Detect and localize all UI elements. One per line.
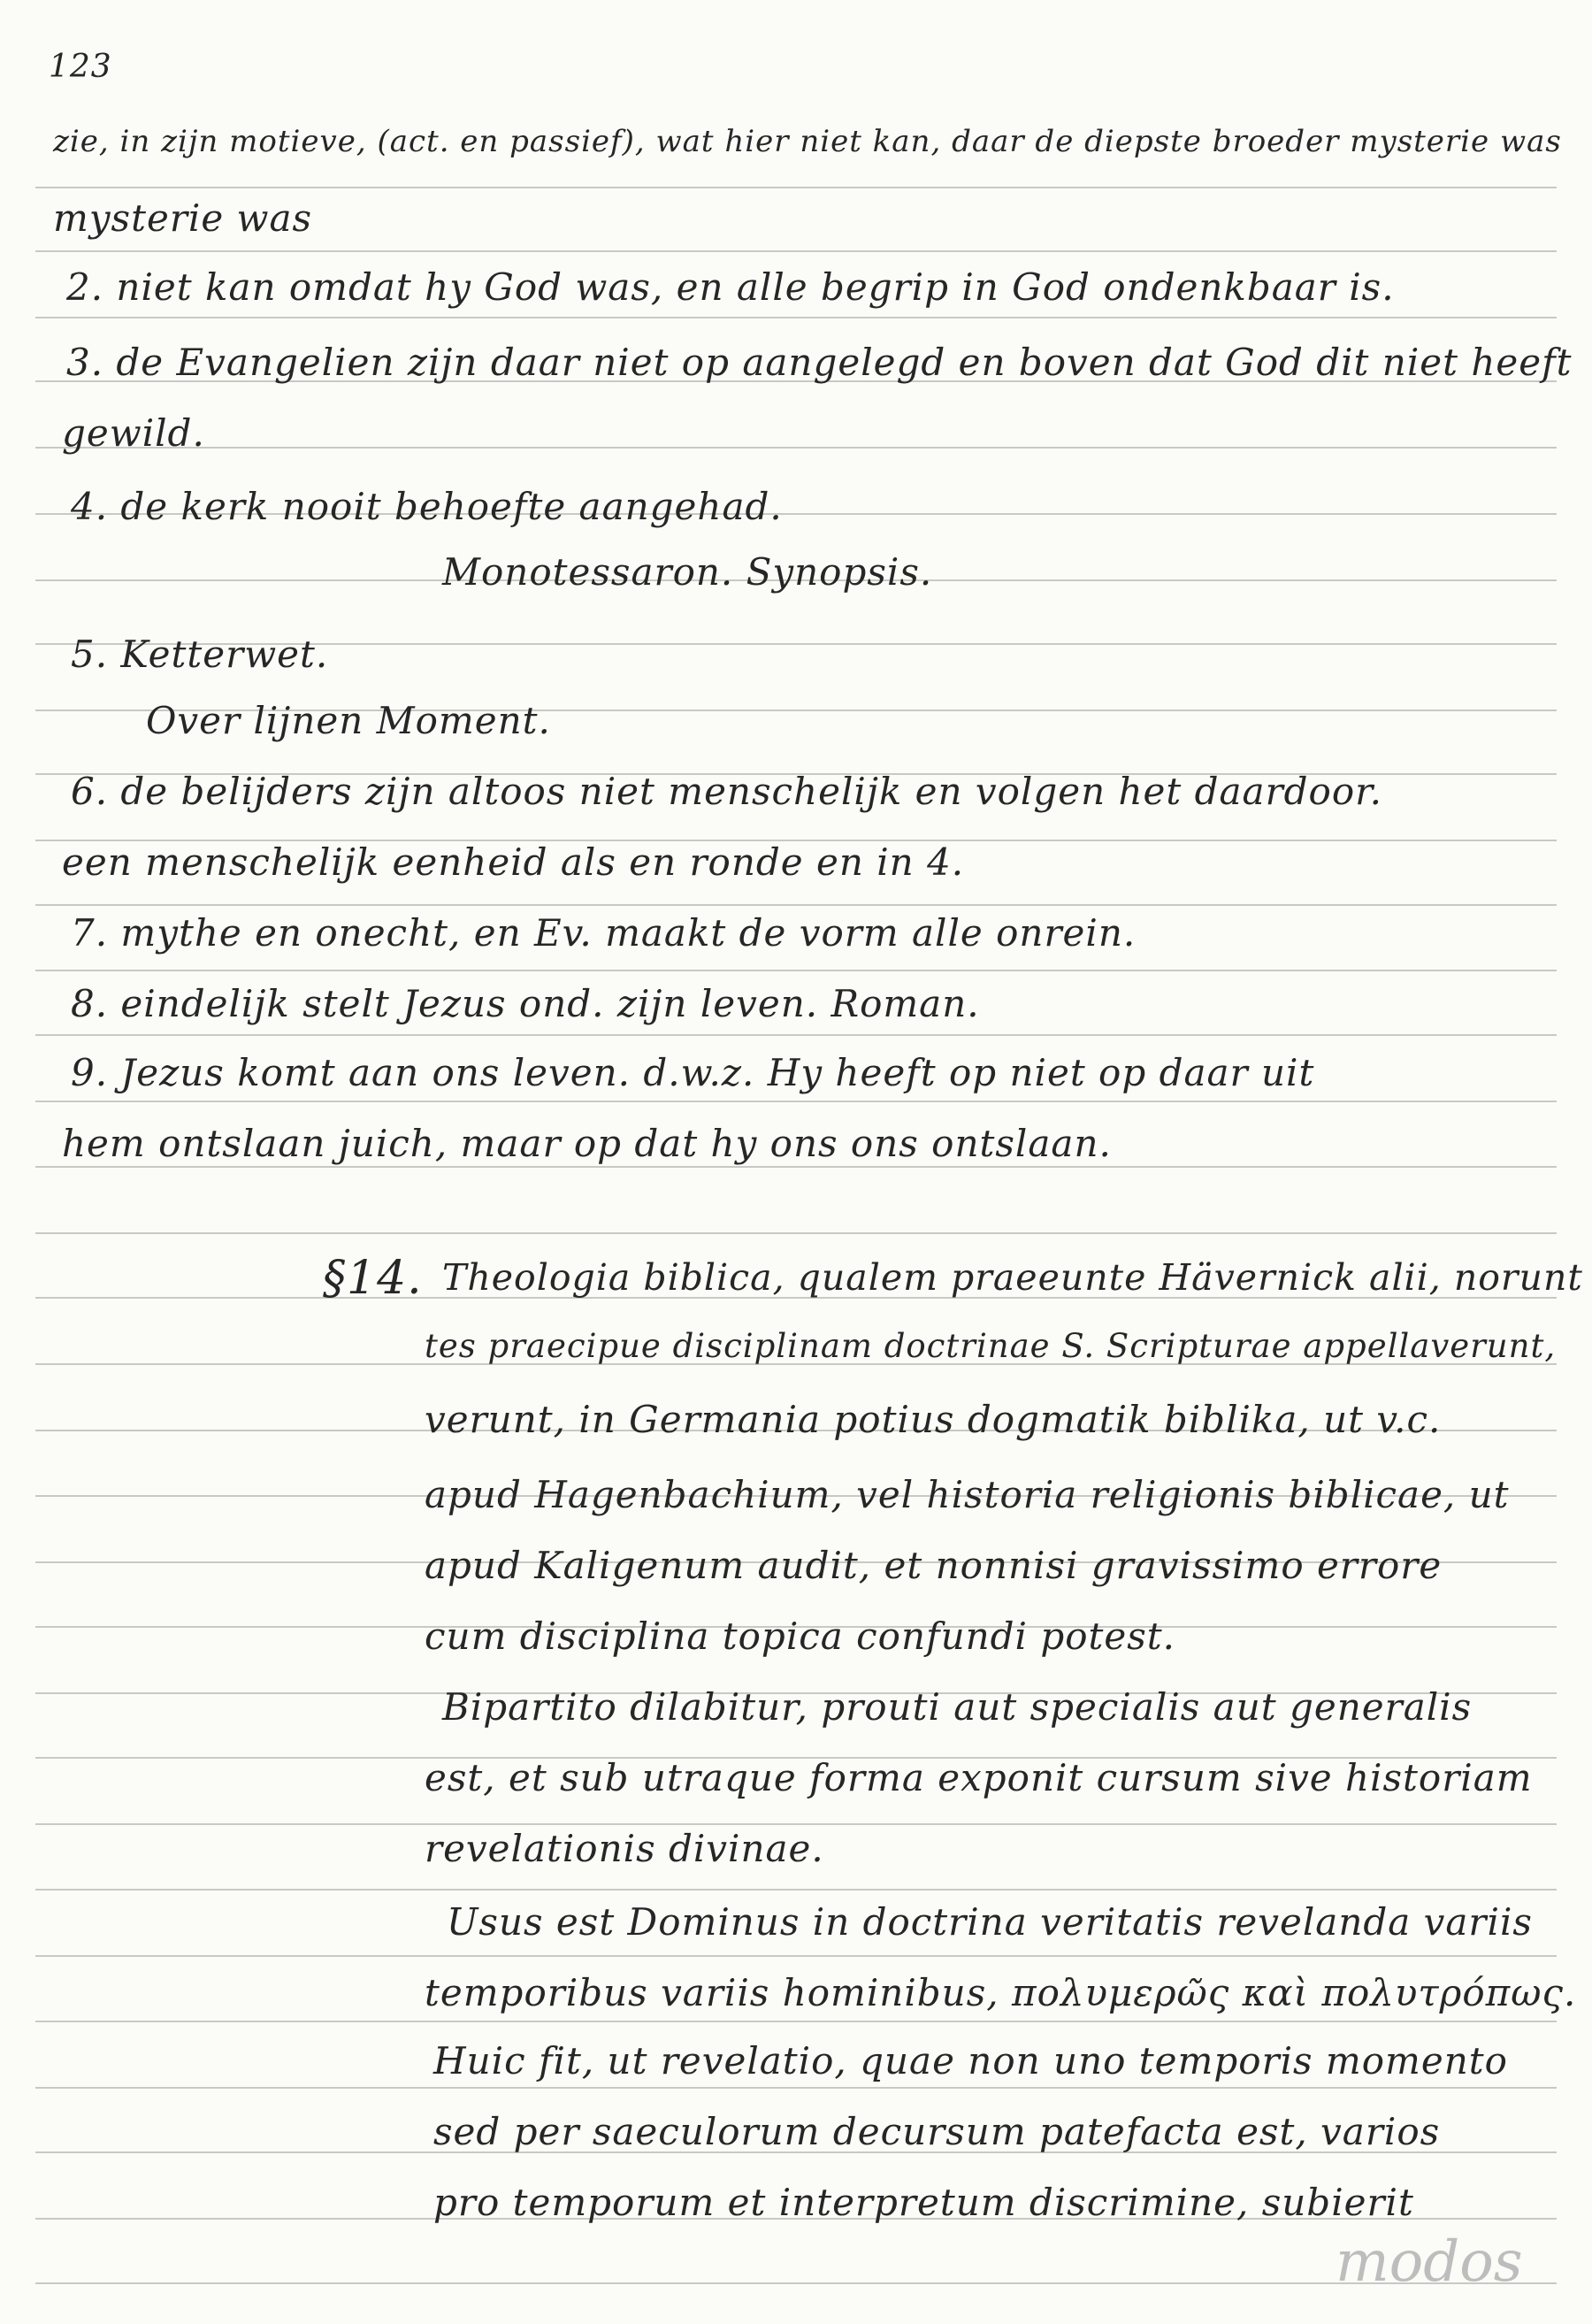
note-line: Monotessaron. Synopsis. [442,550,933,594]
ruled-line [35,1889,1557,1891]
note-line: 9. Jezus komt aan ons leven. d.w.z. Hy heeft op niet op daar uit [71,1051,1315,1094]
section-line: apud Kaligenum audit, et nonnisi gravissimo errore [425,1544,1443,1587]
section-line: apud Hagenbachium, vel historia religionis biblicae, ut [425,1473,1510,1516]
ruled-line [35,447,1557,449]
ruled-line [35,1823,1557,1825]
note-line: 3. de Evangelien zijn daar niet op aangelegd en boven dat God dit niet heeft [66,341,1573,384]
note-line: 5. Ketterwet. [71,633,329,676]
section-line: revelationis divinae. [425,1827,824,1870]
section-line: Huic fit, ut revelatio, quae non uno temporis momento [433,2039,1508,2082]
section-line: cum disciplina topica confundi potest. [425,1615,1176,1658]
ruled-line [35,250,1557,252]
ruled-line [35,2021,1557,2022]
page-number: 123 [49,49,112,85]
ruled-line [35,970,1557,971]
note-line: 8. eindelijk stelt Jezus ond. zijn leven. Roman. [71,982,980,1025]
note-line: mysterie was [53,196,313,240]
note-line: 6. de belijders zijn altoos niet menschelijk en volgen het daardoor. [71,770,1382,813]
section-line: tes praecipue disciplinam doctrinae S. Scripturae appellaverunt, [425,1327,1557,1365]
ruled-line [35,1232,1557,1234]
ruled-line [35,904,1557,906]
section-line: Bipartito dilabitur, prouti aut specialis aut generalis [442,1685,1473,1729]
note-line: hem ontslaan juich, maar op dat hy ons ons ontslaan. [62,1122,1112,1165]
ruled-line [35,187,1557,188]
section-label: §14. [323,1252,423,1305]
section-line: sed per saeculorum decursum patefacta est, varios [433,2110,1441,2153]
note-line: 4. de kerk nooit behoefte aangehad. [71,485,783,528]
section-line: verunt, in Germania potius dogmatik biblika, ut v.c. [425,1398,1442,1441]
note-line: Over lijnen Moment. [146,699,551,742]
section-line: Theologia biblica, qualem praeeunte Hävernick alii, norunt [442,1256,1583,1299]
section-line: temporibus variis hominibus, πολυμερῶς καὶ πολυτρόπως. [425,1971,1577,2014]
section-line: Usus est Dominus in doctrina veritatis revelanda variis [447,1900,1533,1944]
section-line: est, et sub utraque forma exponit cursum sive historiam [425,1756,1533,1799]
note-line: 2. niet kan omdat hy God was, en alle begrip in God ondenkbaar is. [66,265,1395,309]
note-line: een menschelijk eenheid als en ronde en in 4. [62,840,965,884]
ruled-line [35,1955,1557,1957]
section-line: pro temporum et interpretum discrimine, subierit [433,2181,1414,2224]
ruled-line [35,1101,1557,1102]
note-line: 7. mythe en onecht, en Ev. maakt de vorm alle onrein. [71,911,1137,955]
ruled-line [35,2087,1557,2089]
ruled-line [35,2282,1557,2284]
pencil-note: modos [1336,2229,1523,2295]
ruled-line [35,1034,1557,1036]
ruled-line [35,1166,1557,1168]
note-line: gewild. [62,411,205,455]
note-line: zie, in zijn motieve, (act. en passief), wat hier niet kan, daar de diepste broeder mysterie was [53,124,1562,159]
ruled-line [35,317,1557,318]
